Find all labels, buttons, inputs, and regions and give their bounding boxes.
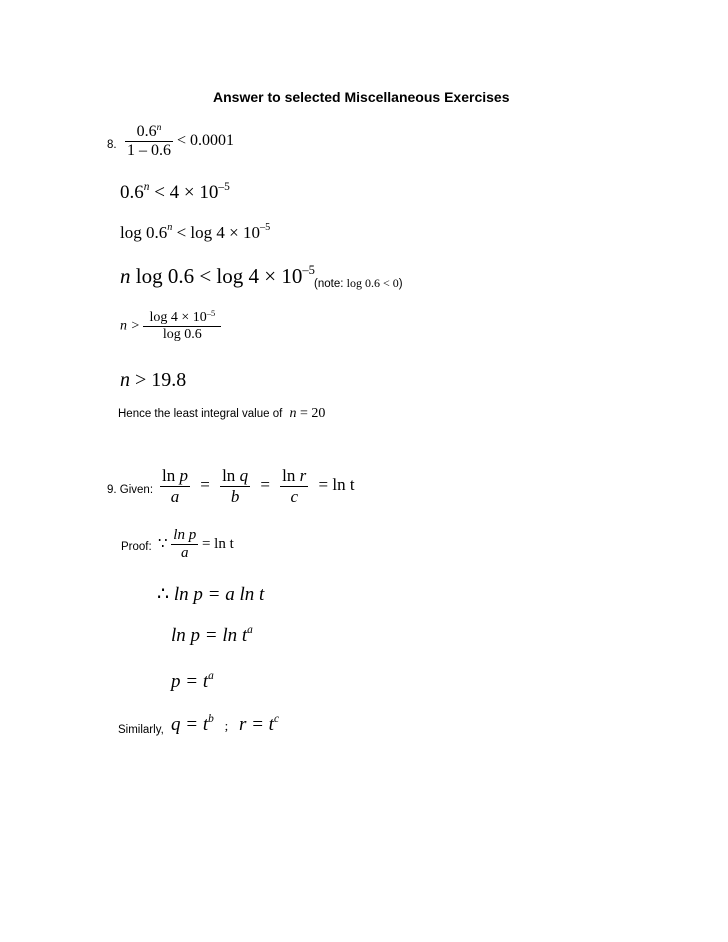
q8-line-4-rest: log 0.6 < log 4 × 10 (130, 264, 303, 288)
q8-line-2-rhs: < 4 × 10 (154, 182, 219, 203)
q8-conclusion-n: n (289, 406, 297, 421)
q8-conclusion (118, 406, 325, 422)
q9-given-fraction-1-denominator: a (170, 487, 180, 506)
q8-line-3 (120, 223, 270, 243)
q8-line-1-rhs: < 0.0001 (177, 132, 235, 150)
q9-step-3-exponent: a (208, 669, 214, 682)
q9-given-fraction-1-var: p (179, 466, 188, 485)
q9-proof-rhs: = ln t (201, 535, 234, 552)
q8-fraction-numerator: 0.6 (136, 123, 157, 140)
q9-given-fraction-1-ln: ln (162, 466, 180, 485)
q8-line-5-numerator-exponent: –5 (206, 309, 216, 319)
q8-line-4-exponent: –5 (302, 262, 315, 277)
q9-given-fraction-2 (220, 466, 250, 507)
q9-step-4-q: q = t (171, 714, 209, 735)
q8-conclusion-text: Hence the least integral value of (118, 408, 283, 420)
q8-line-2 (120, 182, 230, 204)
q9-step-4-r-exponent: c (273, 712, 279, 725)
q8-line-6 (120, 369, 186, 392)
q9-given-equals-1: = (200, 475, 210, 495)
q9-step-3-text: p = t (171, 671, 209, 692)
q9-given-fraction-2-var: q (239, 466, 249, 485)
q9-given-fraction-3-var: r (299, 466, 307, 485)
q8-line-4 (120, 264, 315, 289)
q8-line-3-lhs: log 0.6 (120, 223, 168, 242)
q8-line-3-exponent: n (167, 221, 173, 233)
therefore-symbol: ∴ (157, 584, 170, 605)
q9-step-4-r: r = t (238, 714, 274, 735)
q9-proof-denominator: a (181, 545, 189, 561)
q8-line-1 (125, 123, 234, 160)
q8-line-4-n: n (120, 264, 131, 288)
q9-given-tail: = ln t (318, 475, 355, 495)
because-symbol: ∵ (158, 535, 168, 552)
q9-proof-fraction (171, 527, 198, 562)
q9-step-2 (171, 625, 253, 647)
q9-given-fraction-2-ln: ln (222, 466, 240, 485)
q8-line-6-rest: > 19.8 (130, 369, 187, 391)
q9-given-equals-2: = (260, 475, 270, 495)
question-9-label: 9. Given: (107, 484, 154, 496)
question-8-number: 8. (107, 139, 117, 151)
q9-step-4-separator: ; (224, 718, 229, 733)
q9-proof-line (158, 527, 234, 562)
q9-step-2-text: ln p = ln t (171, 625, 248, 646)
q8-line-6-n: n (120, 369, 130, 391)
q8-line-3-rhs: < log 4 × 10 (176, 223, 260, 242)
q8-fraction-numerator-exponent: n (156, 122, 162, 134)
q9-step-4 (171, 714, 279, 736)
q8-note-prefix: (note: (314, 278, 347, 290)
q9-given-fraction-3-ln: ln (282, 466, 300, 485)
q9-step-1 (157, 583, 264, 606)
q8-fraction-denominator: 1 – 0.6 (127, 142, 171, 159)
q9-given-equation (160, 466, 355, 507)
q8-line-5-fraction (143, 310, 221, 343)
q8-line-5-denominator: log 0.6 (162, 327, 202, 342)
q8-line-5-numerator: log 4 × 10 (149, 310, 207, 325)
q8-line-2-rhs-exponent: –5 (218, 180, 230, 193)
q8-line-2-exponent: n (143, 180, 150, 193)
q8-line-5-lhs: n > (120, 318, 140, 334)
q9-step-4-q-exponent: b (208, 712, 214, 725)
q9-step-2-exponent: a (247, 623, 253, 636)
q9-given-fraction-2-denominator: b (230, 487, 240, 506)
q8-note (314, 276, 403, 291)
similarly-label: Similarly, (118, 724, 164, 736)
q8-fraction (125, 123, 173, 160)
q8-note-math: log 0.6 < 0 (346, 276, 399, 290)
q8-line-2-base: 0.6 (120, 182, 144, 203)
q9-given-fraction-3 (280, 466, 308, 507)
page-title: Answer to selected Miscellaneous Exercises (213, 89, 510, 105)
q9-step-3 (171, 671, 214, 693)
q8-line-3-rhs-exponent: –5 (259, 221, 271, 233)
q9-step-1-text: ln p = a ln t (173, 584, 265, 605)
q8-line-5 (120, 310, 221, 343)
q8-note-suffix: ) (398, 278, 403, 290)
q9-given-fraction-1 (160, 466, 190, 507)
q8-conclusion-value: = 20 (296, 406, 326, 421)
q9-given-fraction-3-denominator: c (290, 487, 298, 506)
q9-proof-numerator: ln p (173, 527, 197, 543)
proof-label: Proof: (121, 541, 152, 553)
